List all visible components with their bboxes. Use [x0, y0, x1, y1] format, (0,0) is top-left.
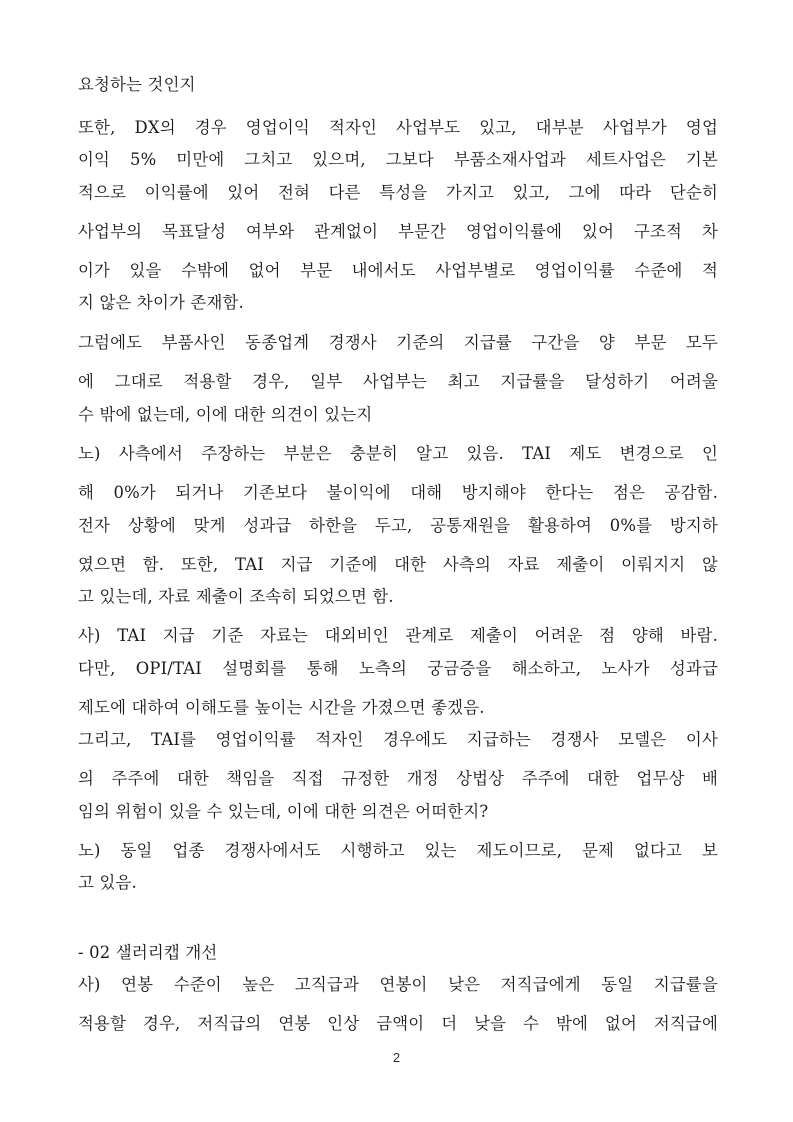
text-line: 에 그대로 적용할 경우, 일부 사업부는 최고 지급률을 달성하기 어려울: [78, 372, 718, 391]
text-line: 사업부의 목표달성 여부와 관계없이 부문간 영업이익률에 있어 구조적 차: [78, 222, 718, 241]
text-line: 수 밖에 없는데, 이에 대한 의견이 있는지: [78, 405, 373, 424]
text-line: 그리고, TAI를 영업이익률 적자인 경우에도 지급하는 경쟁사 모델은 이사: [78, 730, 718, 749]
text-line: 전자 상황에 맞게 성과급 하한을 두고, 공통재원을 활용하여 0%를 방지하: [78, 516, 718, 535]
text-line: 다만, OPI/TAI 설명회를 통해 노측의 궁금증을 해소하고, 노사가 성과급: [78, 659, 718, 678]
text-line: 노) 동일 업종 경쟁사에서도 시행하고 있는 제도이므로, 문제 없다고 보: [78, 841, 718, 860]
text-line: 또한, DX의 경우 영업이익 적자인 사업부도 있고, 대부분 사업부가 영업: [78, 118, 718, 137]
page-number: 2: [392, 1050, 401, 1065]
text-line: 의 주주에 대한 책임을 직접 규정한 개정 상법상 주주에 대한 업무상 배: [78, 769, 718, 788]
text-line: 이가 있을 수밖에 없어 부문 내에서도 사업부별로 영업이익률 수준에 적: [78, 261, 718, 280]
section-heading: - 02 샐러리캡 개선: [78, 943, 218, 962]
text-line: 그럼에도 부품사인 동종업계 경쟁사 기준의 지급률 구간을 양 부문 모두: [78, 333, 718, 352]
text-line: 고 있는데, 자료 제출이 조속히 되었으면 함.: [78, 587, 394, 606]
text-line: 적으로 이익률에 있어 전혀 다른 특성을 가지고 있고, 그에 따라 단순히: [78, 183, 718, 202]
text-line: 제도에 대하여 이해도를 높이는 시간을 가졌으면 좋겠음.: [78, 698, 485, 717]
text-line: 고 있음.: [78, 873, 137, 892]
text-line: 이익 5% 미만에 그치고 있으며, 그보다 부품소재사업과 세트사업은 기본: [78, 150, 718, 169]
blank-line: [78, 900, 718, 930]
text-line: 사) 연봉 수준이 높은 고직급과 연봉이 낮은 저직급에게 동일 지급률을: [78, 975, 718, 994]
text-line: 임의 위험이 있을 수 있는데, 이에 대한 의견은 어떠한지?: [78, 802, 489, 821]
text-line: 해 0%가 되거나 기존보다 불이익에 대해 방지해야 한다는 점은 공감함.: [78, 483, 718, 502]
text-line: 요청하는 것인지: [78, 75, 196, 94]
text-line: 였으면 함. 또한, TAI 지급 기준에 대한 사측의 자료 제출이 이뤄지지 않: [78, 555, 718, 574]
text-line: 노) 사측에서 주장하는 부분은 충분히 알고 있음. TAI 제도 변경으로 인: [78, 444, 718, 463]
text-line: 지 않은 차이가 존재함.: [78, 293, 244, 312]
text-line: 사) TAI 지급 기준 자료는 대외비인 관계로 제출이 어려운 점 양해 바람.: [78, 626, 718, 645]
text-line: 적용할 경우, 저직급의 연봉 인상 금액이 더 낮을 수 밖에 없어 저직급에: [78, 1014, 718, 1033]
